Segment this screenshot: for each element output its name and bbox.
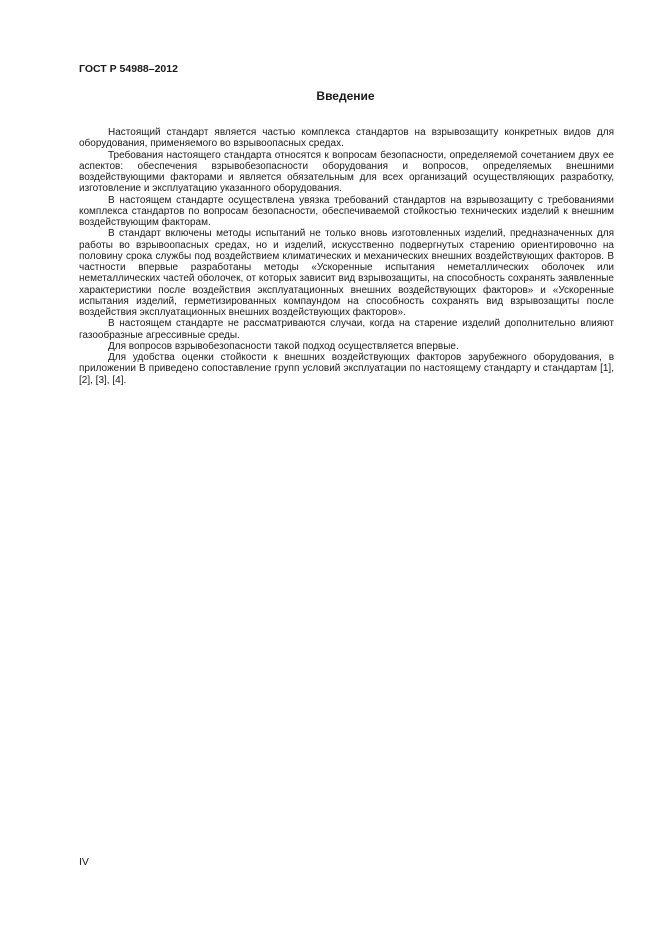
introduction-body xyxy=(79,127,614,386)
standard-code-header: ГОСТ Р 54988–2012 xyxy=(79,63,178,75)
paragraph: Для удобства оценки стойкости к внешних воздействующих факторов зарубежного оборудования, в приложении В приведено сопоставление групп условий эксплуатации по настоящему стандарту и стандартам [1], [2], [3], [4]. xyxy=(79,352,614,386)
paragraph: В настоящем стандарте не рассматриваются случаи, когда на старение изделий дополнительно влияют газообразные агрессивные среды. xyxy=(79,318,614,341)
section-title: Введение xyxy=(316,89,375,103)
paragraph: Требования настоящего стандарта относятся к вопросам безопасности, определяемой сочетанием двух ее аспектов: обеспечения взрывобезопасности оборудования и вопросов, определяемых внешними воздействующими факторами и является обязательным для всех организаций осуществляющих разработку, изготовление и эксплуатацию указанного оборудования. xyxy=(79,149,614,195)
paragraph: В настоящем стандарте осуществлена увязка требований стандартов на взрывозащиту с требованиями комплекса стандартов по вопросам безопасности, обеспечиваемой стойкостью технических изделий к внешним воздействующим факторам. xyxy=(79,194,614,228)
paragraph: Для вопросов взрывобезопасности такой подход осуществляется впервые. xyxy=(108,340,459,352)
paragraph: В стандарт включены методы испытаний не только вновь изготовленных изделий, предназначенных для работы во взрывоопасных средах, но и изделий, искусственно подвергнутых старению ориентировочно на половину срока службы под воздействием климатических и механических внешних воздействующих факторов. В частности впервые разработаны методы «Ускоренные испытания неметаллических оболочек или неметаллических частей оболочек, от которых зависит вид взрывозащиты, на способность сохранять заявленные характеристики после воздействия эксплуатационных внешних воздействующих факторов» и «Ускоренные испытания изделий, герметизированных компаундом на способность сохранять вид взрывозащиты после воздействия эксплуатационных внешних воздействующих факторов». xyxy=(79,228,614,318)
page-number: IV xyxy=(79,856,89,868)
paragraph: Настоящий стандарт является частью комплекса стандартов на взрывозащиту конкретных видов для оборудования, применяемого во взрывоопасных средах. xyxy=(79,127,614,150)
